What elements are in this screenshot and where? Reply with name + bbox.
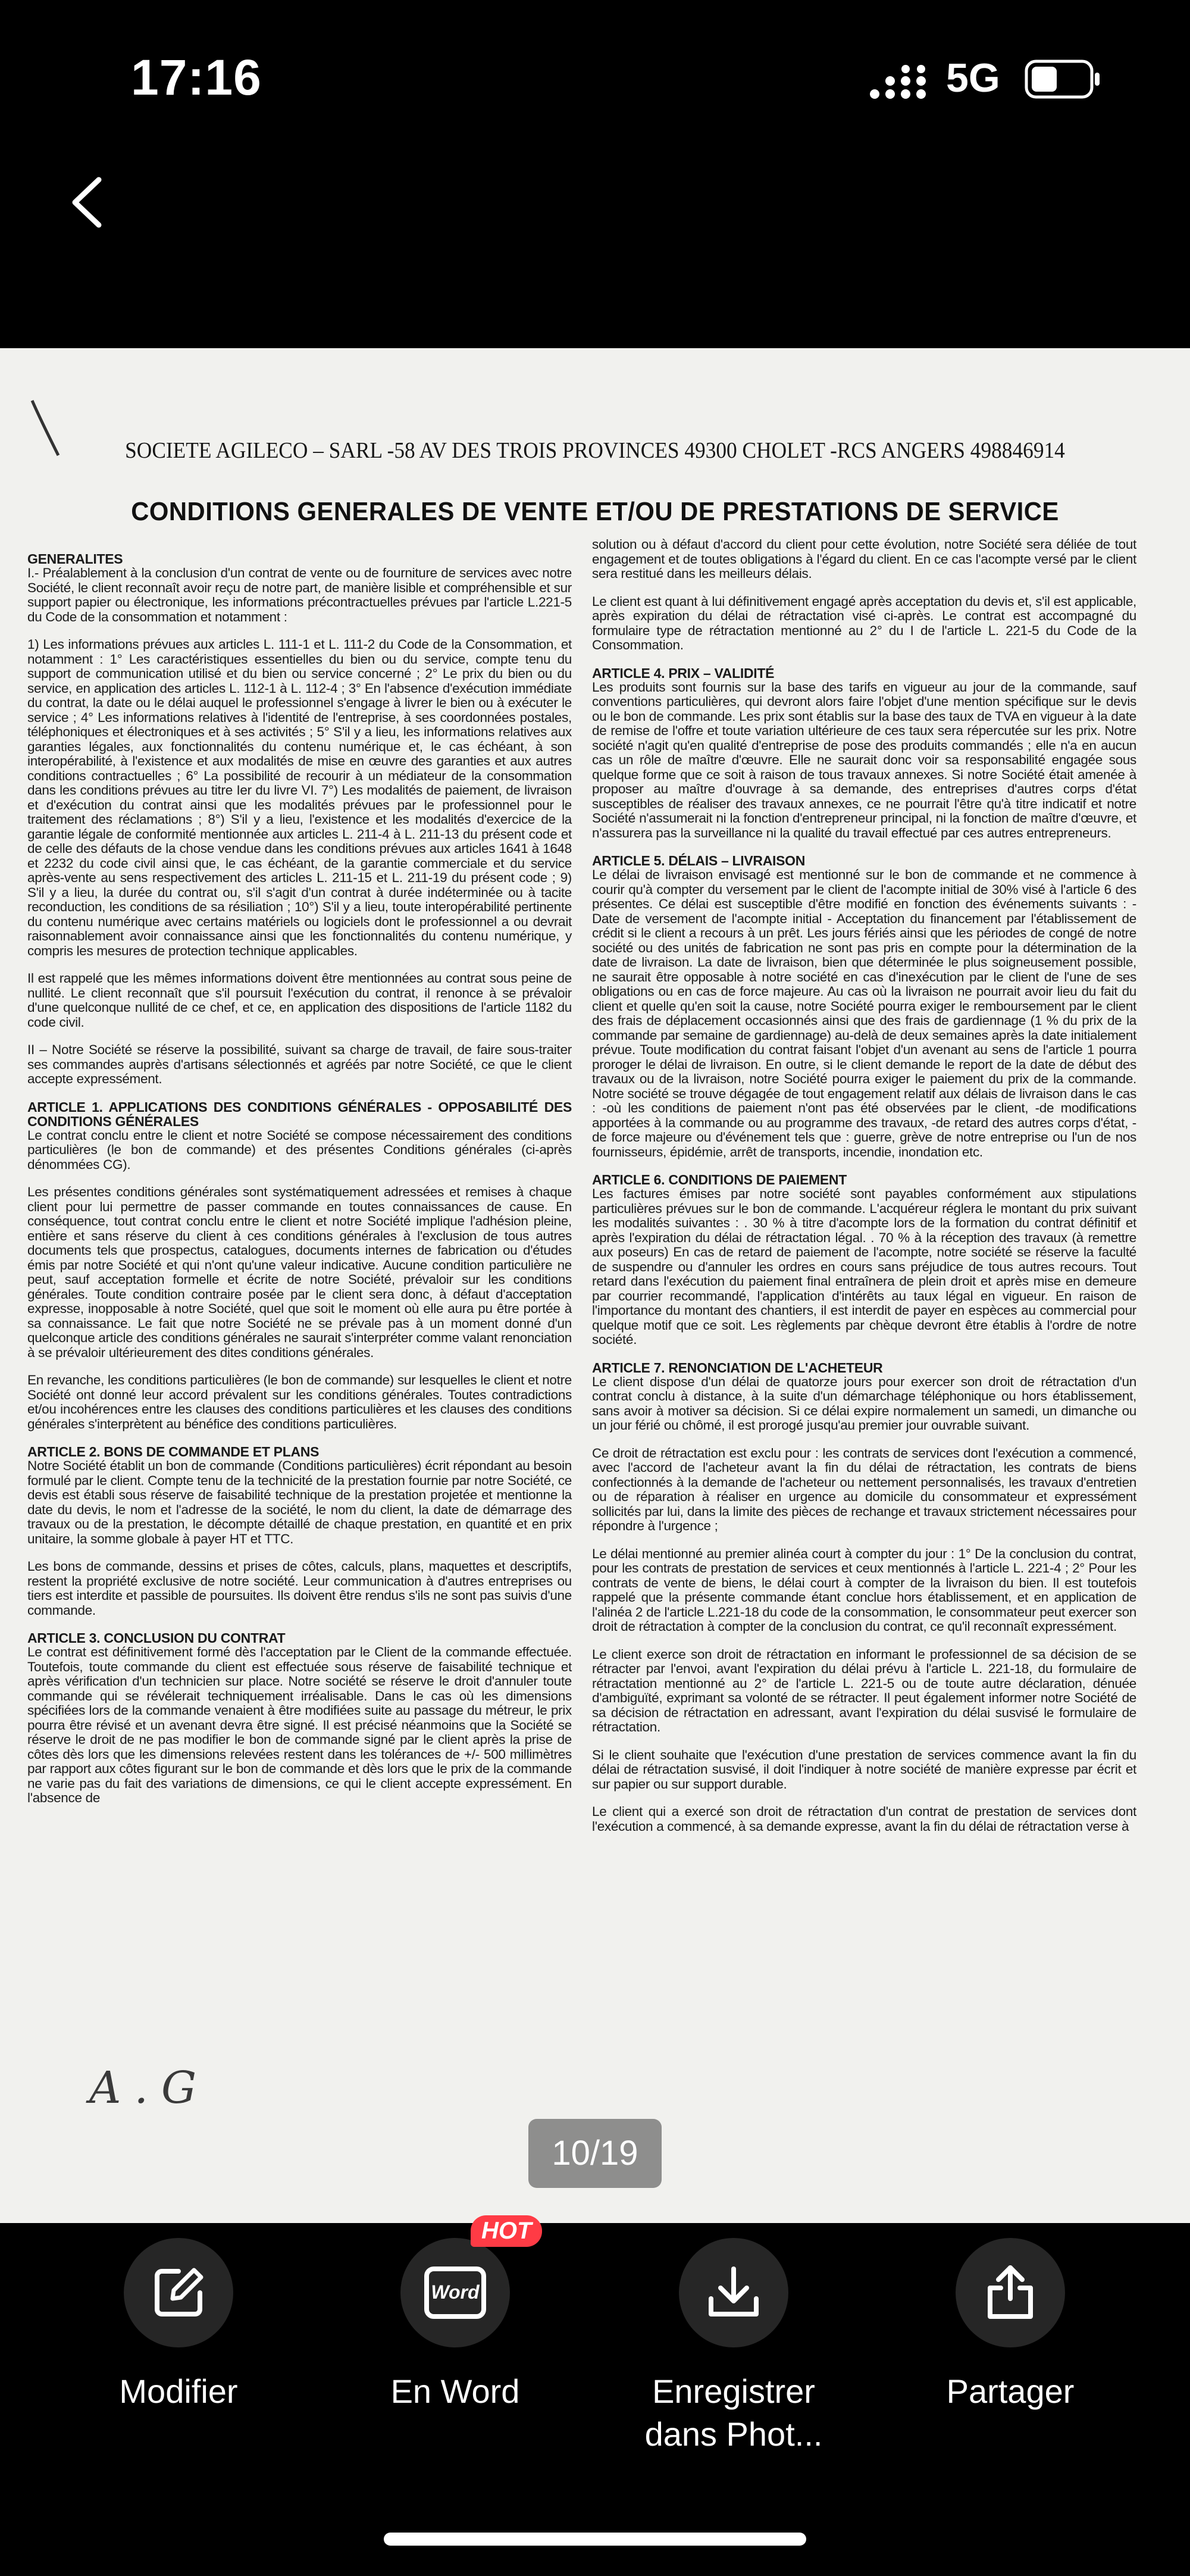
- paragraph-text: Les produits sont fournis sur la base des tarifs en vigueur au jour de la commande, sauf conventions particulières, qui devront alors faire l'objet d'une mention spécifique sur le devis ou le bon de commande. Les prix sont établis sur la base des taux de TVA en vigueur à la date de remise de l'offre et toute variation ultérieure de ces taux sera répercutée sur les prix. Notre société n'agit qu'en qualité d'entreprise de pose des produits commandés ; elle n'a en aucun cas un rôle de maître d'œuvre. Elle ne saurait donc voir sa responsabilité engagée sous quelque forme que ce soit à raison de tous travaux annexes. Si notre Société était amenée à proposer au maître d'ouvrage à sa demande, des entreprises d'autres corps d'état susceptibles de réaliser des travaux annexes, ce ne pourrait l'être qu'à titre indicatif et notre Société n'assumerait ni la fonction d'entrepreneur principal, ni la fonction de maître d'œuvre, et n'assurera pas la surveillance ni la qualité du travail effectué par ces autres entrepreneurs.: [592, 679, 1136, 840]
- download-icon: [704, 2263, 763, 2322]
- paragraph-text: 1) Les informations prévues aux articles L. 111-1 et L. 111-2 du Code de la Consommation, et notamment : 1° Les caractéristiques essentielles du bien ou du service, compte tenu du support de communication utilisé et du bien ou service concerné ; 2° Le prix du bien ou du service, en application des articles L. 112-1 à L. 112-4 ; 3° En l'absence d'exécution immédiate du contrat, la date ou le délai auquel le professionnel s'engage à livrer le bien ou à exécuter le service ; 4° Les informations relatives à l'identité de l'entreprise, à ses coordonnées postales, téléphoniques et électroniques et à ses activités ; 5° S'il y a lieu, les informations relatives aux garanties légales, aux fonctionnalités du contenu numérique et, le cas échéant, à son interopérabilité, à l'existence et aux modalités de mise en œuvre des garanties et aux autres conditions contractuelles ; 6° La possibilité de recourir à un médiateur de la consommation dans les conditions prévues au titre Ier du livre VI. 7°) Les modalités de paiement, de livraison et d'exécution du contrat ainsi que les modalités prévues par le professionnel pour le traitement des réclamations ; 8°) S'il y a lieu, l'existence et les modalités d'exercice de la garantie légale de conformité mentionnée aux articles L. 211-4 à L. 211-13 du présent code et de celle des défauts de la chose vendue dans les conditions prévues aux articles 1641 à 1648 et 2232 du code civil ainsi que, le cas échéant, de la garantie commerciale et du service après-vente au sens respectivement des articles L. 211-15 et L. 211-19 du présent code ; 9) S'il y a lieu, la durée du contrat ou, s'il s'agit d'un contrat à durée indéterminée ou à tacite reconduction, les conditions de sa résiliation ; 10°) S'il y a lieu, toute interopérabilité pertinente du contenu numérique avec certains matériels ou logiciels dont le professionnel a ou devrait raisonnablement avoir connaissance ainsi que les fonctionnalités du contenu numérique, y compris les mesures de protection technique applicables.: [27, 637, 572, 958]
- hot-badge: HOT: [471, 2215, 542, 2247]
- paragraph: [27, 1043, 572, 1087]
- paragraph-text: Les factures émises par notre société sont payables conformément aux stipulations particulières prévues sur le bon de commande. L'acquéreur réglera le montant du prix suivant les modalités suivantes : . 30 % à titre d'acompte lors de la formation du contrat définitif et après l'expiration du délai de rétractation légal. . 70 % à la réception des travaux (à remettre aux poseurs) En cas de retard de paiement de l'acompte, notre société se réserve la faculté de suspendre ou d'annuler les ordres en cours sans préjudice de tous autres recours. Tout retard dans l'exécution du paiement final entraînera de plein droit et après mise en demeure par courrier recommandé, l'application d'intérêts au taux légal en vigueur. En raison de l'importance du montant des chantiers, il est interdit de payer en espèces au commercial pour quelque motif que ce soit. Les règlements par chèque devront être établis à l'ordre de notre société.: [592, 1186, 1136, 1347]
- word-icon: Word: [424, 2266, 486, 2319]
- export-word-button[interactable]: [357, 2218, 553, 2413]
- paragraph-text: Ce droit de rétractation est exclu pour : les contrats de services dont l'exécution a commencé, avec l'accord de l'acheteur avant la fin du délai de rétractation, les contrats de biens confectionnés à la demande de l'acheteur ou nettement personnalisés, les travaux d'entretien ou de réparation à réaliser en urgence au domicile du consommateur et expressément sollicités par lui, dans la limite des pièces de rechange et travaux strictement nécessaires pour répondre à l'urgence ;: [592, 1445, 1136, 1533]
- paragraph: [592, 1446, 1136, 1534]
- paragraph-text: Le client est quant à lui définitivement engagé après acceptation du devis et, s'il est applicable, après expiration du délai de rétractation visé ci-après. Le contrat est accompagné du formulaire type de rétractation mentionné au 2° du I de l'article L. 221-5 du Code de la Consommation.: [592, 593, 1136, 652]
- paragraph-text: Le client exerce son droit de rétractation en informant le professionnel de sa décision de se rétracter par l'envoi, avant l'expiration du délai prévu à l'article L. 221-18, du formulaire de rétractation mentionné au 2° de l'article L. 221-5 ou de toute autre déclaration, dénuée d'ambiguïté, exprimant sa volonté de se rétracter. Il peut également informer notre Société de sa décision de rétractation en adressant, avant l'expiration du délai susvisé le formulaire de rétractation.: [592, 1646, 1136, 1734]
- paragraph-text: Le client dispose d'un délai de quatorze jours pour exercer son droit de rétractation d'un contrat conclu à distance, à la suite d'un démarchage téléphonique ou hors établissement, sans avoir à motiver sa décision. Si ce délai expire normalement un samedi, un dimanche ou un jour férié ou chômé, il est prorogé jusqu'au premier jour ouvrable suivant.: [592, 1374, 1136, 1433]
- section-heading: ARTICLE 6. CONDITIONS DE PAIEMENT: [592, 1172, 847, 1187]
- battery-icon: [1025, 60, 1102, 99]
- section-heading: ARTICLE 1. APPLICATIONS DES CONDITIONS GÉNÉRALES - OPPOSABILITÉ DES CONDITIONS GÉNÉRALES: [27, 1099, 572, 1129]
- network-type: 5G: [946, 55, 1000, 101]
- bottom-toolbar: [0, 2218, 1190, 2509]
- paragraph-text: Si le client souhaite que l'exécution d'une prestation de services commence avant la fin du délai de rétractation susvisé, il doit l'indiquer à notre société de manière expresse par écrit et sur papier ou sur support durable.: [592, 1747, 1136, 1792]
- paragraph: [27, 1185, 572, 1360]
- paragraph-text: Le client qui a exercé son droit de rétractation d'un contrat de prestation de services dont l'exécution a commencé, à sa demande expresse, avant la fin du délai de rétractation verse à: [592, 1804, 1136, 1834]
- edit-button-circle[interactable]: [124, 2238, 233, 2347]
- download-button-circle[interactable]: [679, 2238, 788, 2347]
- home-indicator[interactable]: [384, 2533, 806, 2546]
- paragraph-text: En revanche, les conditions particulières (le bon de commande) sur lesquelles le client et notre Société ont donné leur accord prévalent sur les conditions générales. Toutes contradictions et/ou incohérences entre les clauses des conditions particulières et les clauses des conditions générales s'interprètent au bénéfice des conditions particulières.: [27, 1373, 572, 1431]
- paragraph: [592, 537, 1136, 582]
- word-label: En Word: [390, 2372, 520, 2410]
- handwritten-initials: A.G: [89, 2062, 210, 2114]
- paragraph-text: Les bons de commande, dessins et prises de côtes, calculs, plans, maquettes et descriptifs, restent la propriété exclusive de notre société. Leur communication à d'autres entreprises ou tiers est interdite et passible de poursuites. Ils doivent être rendus s'ils ne sont pas suivis d'une commande.: [27, 1559, 572, 1618]
- signal-icon: [869, 64, 931, 100]
- paragraph-text: solution ou à défaut d'accord du client pour cette évolution, notre Société sera déliée de tout engagement et de toutes obligations à l'égard du client. En ce cas l'acompte versé par le client sera restitué dans les meilleurs délais.: [592, 537, 1136, 581]
- back-chevron-icon[interactable]: [64, 173, 112, 232]
- paragraph-text: Le contrat est définitivement formé dès l'acceptation par le Client de la commande effectuée. Toutefois, toute commande du client est effectuée sous réserve de faisabilité technique et après vérification d'un technicien sur place. Notre société se réserve le droit d'annuler toute commande qui se révélerait techniquement irréalisable. Dans le cas où les dimensions spécifiées lors de la commande venaient à être modifiées suite au passage du métreur, le prix pourra être révisé et un avenant devra être signé. Il est précisé néanmoins que la Société se réserve le droit de ne pas modifier le bon de commande signé par le client après la prise de côtes dès lors que les dimensions relevées restent dans les tolérances de +/- 500 millimètres par rapport aux côtes figurant sur le bon de commande et dès lors que le prix de la commande ne varie pas du fait des variations de dimensions, ce qui le client accepte expressément. En l'absence de: [27, 1645, 572, 1805]
- left-text-column: [27, 539, 572, 1819]
- section-heading: ARTICLE 7. RENONCIATION DE L'ACHETEUR: [592, 1359, 883, 1375]
- edit-button[interactable]: [80, 2238, 277, 2413]
- paragraph-text: II – Notre Société se réserve la possibilité, suivant sa charge de travail, de faire sous-traiter ses commandes auprès d'artisans sélectionnés et agréés par notre Société, ce que le client accepte expressément.: [27, 1042, 572, 1086]
- paragraph-text: Les présentes conditions générales sont systématiquement adressées et remises à chaque client pour lui permettre de passer commande en toutes connaissances de cause. En conséquence, tout contrat conclu entre le client et notre Société implique l'adhésion pleine, entière et sans réserve du client à ces conditions générales à l'exclusion de tous autres documents tels que prospectus, catalogues, documents internes de fabrication ou d'études émis par notre Société et qui n'ont qu'une valeur indicative. Aucune condition particulière ne peut, sauf acceptation formelle et écrite de notre Société, prévaloir sur les conditions générales. Toute condition contraire posée par le client sera donc, à défaut d'acceptation expresse, inopposable à notre Société, quel que soit le moment où elle aura pu être portée à sa connaissance. Le fait que notre Société ne se prévale pas à un moment donné d'un quelconque article des conditions générales ne saurait s'interpréter comme valant renonciation à se prévaloir ultérieurement des dites conditions générales.: [27, 1184, 572, 1360]
- paragraph: [592, 1748, 1136, 1792]
- section-heading: ARTICLE 2. BONS DE COMMANDE ET PLANS: [27, 1444, 320, 1459]
- document-page: [0, 348, 1190, 2223]
- paragraph: [592, 1647, 1136, 1735]
- paragraph: [592, 595, 1136, 653]
- section-heading: ARTICLE 5. DÉLAIS – LIVRAISON: [592, 853, 806, 868]
- paragraph: [592, 1547, 1136, 1634]
- company-line: SOCIETE AGILECO – SARL -58 AV DES TROIS PROVINCES 49300 CHOLET -RCS ANGERS 498846914: [125, 438, 1065, 463]
- paragraph: [27, 971, 572, 1030]
- word-button-circle[interactable]: [400, 2218, 532, 2347]
- page-indicator: 10/19: [528, 2119, 662, 2188]
- section-heading: ARTICLE 4. PRIX – VALIDITÉ: [592, 665, 775, 681]
- edit-label: Modifier: [119, 2372, 238, 2410]
- save-to-photos-button[interactable]: [635, 2238, 832, 2456]
- paragraph-text: I.- Préalablement à la conclusion d'un contrat de vente ou de fourniture de services avec notre Société, le client reconnaît avoir reçu de notre part, de manière lisible et compréhensible et sur support papier ou électronique, les informations précontractuelles prévues par l'article L.221-5 du Code de la consommation et notamment :: [27, 565, 572, 624]
- paragraph: [592, 1805, 1136, 1834]
- share-button-circle[interactable]: [956, 2238, 1065, 2347]
- paragraph-text: Le contrat conclu entre le client et notre Société se compose nécessairement des conditions particulières (le bon de commande) et des présentes Conditions générales (ci-après dénommées CG).: [27, 1127, 572, 1172]
- section-heading: GENERALITES: [27, 551, 123, 567]
- paragraph-text: Le délai de livraison envisagé est mentionné sur le bon de commande et ne commence à courir qu'à compter du versement par le client de l'acompte initial de 30% visé à l'article 6 des présentes. Ce délai est susceptible d'être modifié en fonction des événements suivants : - Date de versement de l'acompte initial - Acceptation du financement par l'établissement de crédit si le client a recours à un prêt. Les jours fériés ainsi que les périodes de congé de notre société ou des unités de fabrication ne sont pas pris en compte pour la détermination de la date de livraison. La date de livraison, bien que déterminée le plus soigneusement possible, ne saurait être opposable à notre société en cas d'inexécution par le client de l'une de ses obligations ou en cas de force majeure. Au cas où la livraison ne pourrait avoir lieu du fait du client et quelle qu'en soit la cause, notre Société pourra exiger le remboursement par le client des frais de déplacement occasionnés ainsi que des frais de gardiennage (1 % du prix de la commande par semaine de gardiennage) au-delà de deux semaines après la date initialement prévue. Toute modification du contrat faisant l'objet d'un avenant au sens de l'article 1 pourra proroger le délai de livraison. En outre, si le client demande le report de la date de début des travaux ou de la livraison, notre Société pourra exiger le paiement du prix de la commande. Notre société se trouve dégagée de tout engagement relatif aux délais de livraison dans le cas : -où les conditions de paiement n'ont pas été observées par le client, -de modifications apportées à la commande ou au programme des travaux, -de retard des autres corps d'état, -de force majeure ou d'événement tels que : guerre, grève de notre entreprise ou l'un de nos fournisseurs, épidémie, arrêt de transports, incendie, inondation etc.: [592, 867, 1136, 1159]
- paragraph: [27, 1373, 572, 1431]
- document-title: CONDITIONS GENERALES DE VENTE ET/OU DE PRESTATIONS DE SERVICE: [131, 497, 1059, 526]
- status-time: 17:16: [131, 49, 262, 105]
- section-heading: ARTICLE 3. CONCLUSION DU CONTRAT: [27, 1630, 286, 1646]
- paragraph-text: Notre Société établit un bon de commande (Conditions particulières) écrit répondant au besoin formulé par le client. Compte tenu de la technicité de la prestation fournie par notre Société, ce devis est établi sous réserve de faisabilité technique de la prestation projetée et mentionne la date du devis, le nom et l'adresse de la société, le nom du client, la date de démarrage des travaux ou de la prestation, le décompte détaillé de chaque prestation, en quantité et en prix unitaire, la somme globale à payer HT et TTC.: [27, 1458, 572, 1546]
- paragraph: [27, 637, 572, 958]
- edit-icon: [149, 2263, 208, 2322]
- share-button[interactable]: [912, 2238, 1108, 2413]
- save-label: Enregistrer dans Phot...: [644, 2372, 823, 2453]
- paragraph: [27, 1559, 572, 1618]
- right-text-column: [592, 537, 1136, 1847]
- paragraph-text: Le délai mentionné au premier alinéa court à compter du jour : 1° De la conclusion du contrat, pour les contrats de prestation de services et ceux mentionnés à l'article L. 221-4 ; 2° Pour les contrats de vente de biens, le délai court à compter de la livraison du bien. Il est toutefois rappelé que la présente commande étant conclue hors établissement, et en application de l'alinéa 2 de l'article L.221-18 du code de la consommation, le consommateur peut exercer son droit de rétractation à compter de la conclusion du contrat, ce qu'il reconnaît expressément.: [592, 1546, 1136, 1634]
- share-icon: [981, 2263, 1040, 2322]
- status-bar: [0, 0, 1190, 155]
- share-label: Partager: [946, 2372, 1075, 2410]
- paragraph-text: Il est rappelé que les mêmes informations doivent être mentionnées au contrat sous peine de nullité. Le client reconnaît que s'il poursuit l'exécution du contrat, il renonce à se prévaloir d'une quelconque nullité de ce chef, et ce, en application des dispositions de l'article 1182 du code civil.: [27, 971, 572, 1030]
